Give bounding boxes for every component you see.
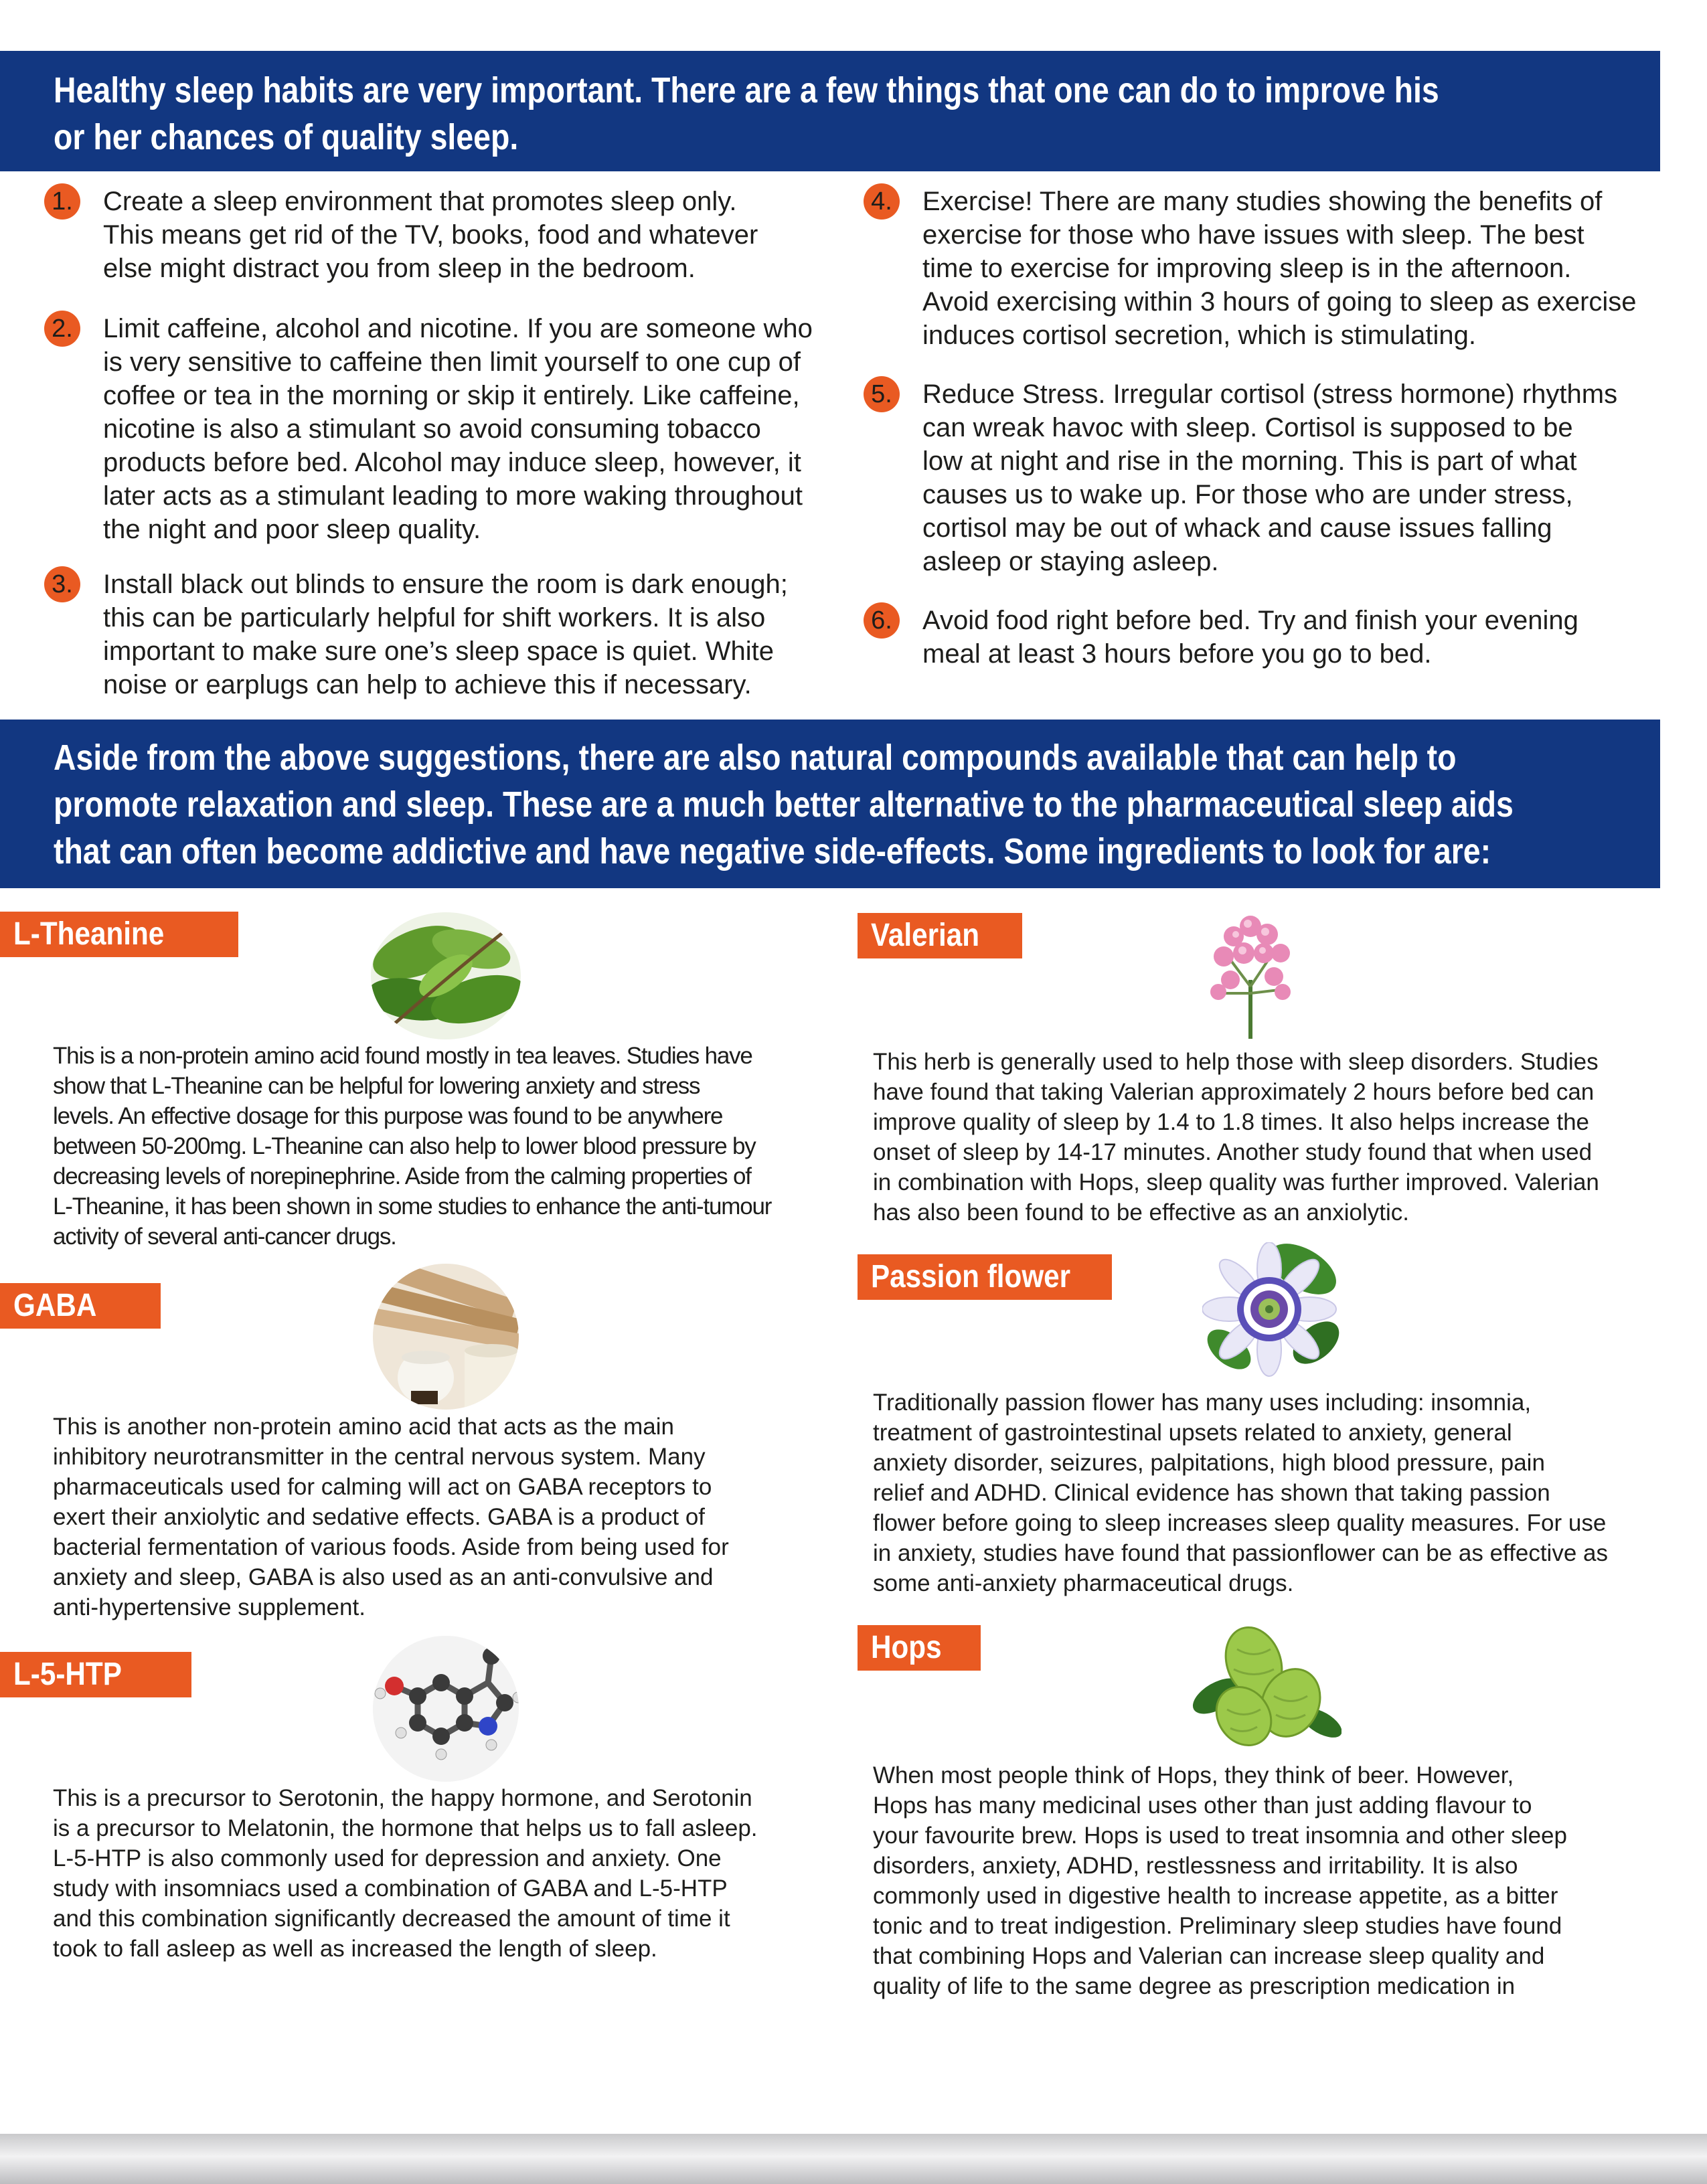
herb-name: L-Theanine xyxy=(13,916,165,952)
herb-line: activity of several anti-cancer drugs. xyxy=(53,1224,396,1250)
herb-line: your favourite brew. Hops is used to treat insomnia and other sleep xyxy=(873,1823,1567,1849)
tip-line: noise or earplugs can help to achieve this if necessary. xyxy=(103,670,752,699)
tip-line: coffee or tea in the morning or skip it entirely. Like caffeine, xyxy=(103,381,800,410)
tip-line: this can be particularly helpful for shift workers. It is also xyxy=(103,603,766,633)
herb-line: L-Theanine, it has been shown in some studies to enhance the anti-tumour xyxy=(53,1193,772,1220)
herb-line: anti-hypertensive supplement. xyxy=(53,1594,365,1620)
herb-line: study with insomniacs used a combination of GABA and L-5-HTP xyxy=(53,1875,728,1902)
tip-line: meal at least 3 hours before you go to bed. xyxy=(922,639,1432,669)
herb-line: When most people think of Hops, they think of beer. However, xyxy=(873,1762,1514,1788)
tip-line: Avoid food right before bed. Try and finish your evening xyxy=(922,606,1578,635)
tip-number-badge: 3. xyxy=(44,566,80,602)
herb-label-l-theanine xyxy=(0,912,238,957)
compounds-banner-line: Aside from the above suggestions, there are also natural compounds available that can help to xyxy=(54,738,1457,778)
herb-line: L-5-HTP is also commonly used for depression and anxiety. One xyxy=(53,1845,722,1871)
intro-banner xyxy=(0,51,1660,171)
tip-line: exercise for those who have issues with sleep. The best xyxy=(922,220,1584,250)
herb-label-valerian xyxy=(858,913,1022,958)
tip-1 xyxy=(52,185,839,285)
compounds-banner-line: that can often become addictive and have negative side-effects. Some ingredients to look for are: xyxy=(54,831,1491,871)
herb-line: This herb is generally used to help those with sleep disorders. Studies xyxy=(873,1049,1599,1075)
tip-line: Exercise! There are many studies showing the benefits of xyxy=(922,187,1603,216)
herb-line: have found that taking Valerian approximately 2 hours before bed can xyxy=(873,1079,1595,1105)
herb-label-l-5-htp xyxy=(0,1652,191,1697)
tip-line: low at night and rise in the morning. This is part of what xyxy=(922,446,1577,476)
tip-line: can wreak havoc with sleep. Cortisol is supposed to be xyxy=(922,413,1573,442)
herb-line: disorders, anxiety, ADHD, restlessness and irritability. It is also xyxy=(873,1853,1518,1879)
herb-line: relief and ADHD. Clinical evidence has shown that taking passion xyxy=(873,1480,1550,1506)
intro-banner-line: Healthy sleep habits are very important. There are a few things that one can do to improve his xyxy=(54,70,1439,110)
herb-line: Hops has many medicinal uses other than just adding flavour to xyxy=(873,1792,1532,1819)
herb-line: between 50-200mg. L-Theanine can also help to lower blood pressure by xyxy=(53,1133,756,1159)
tip-number-badge: 2. xyxy=(44,311,80,347)
herb-name: GABA xyxy=(13,1288,97,1323)
tip-line: Avoid exercising within 3 hours of going to sleep as exercise xyxy=(922,287,1637,317)
herb-line: flower before going to sleep increases sleep quality measures. For use xyxy=(873,1510,1607,1536)
tip-number-badge: 5. xyxy=(864,376,900,412)
tip-3 xyxy=(52,568,839,701)
footer-bar xyxy=(0,2134,1707,2184)
herb-line: and this combination significantly decreased the amount of time it xyxy=(53,1906,730,1932)
tip-5 xyxy=(871,377,1686,578)
tip-line: asleep or staying asleep. xyxy=(922,547,1219,576)
herb-line: in combination with Hops, sleep quality was further improved. Valerian xyxy=(873,1169,1599,1195)
passion-flower-image xyxy=(1202,1242,1343,1380)
herb-line: decreasing levels of norepinephrine. Aside from the calming properties of xyxy=(53,1163,751,1189)
tip-line: products before bed. Alcohol may induce sleep, however, it xyxy=(103,448,801,477)
tea-leaves-image xyxy=(371,912,521,1039)
herb-line: Traditionally passion flower has many uses including: insomnia, xyxy=(873,1390,1532,1416)
herb-name: Passion flower xyxy=(871,1259,1071,1294)
tip-line: important to make sure one’s sleep space is quiet. White xyxy=(103,637,774,666)
herb-line: took to fall asleep as well as increased the length of sleep. xyxy=(53,1936,657,1962)
herb-line: bacterial fermentation of various foods. Aside from being used for xyxy=(53,1534,729,1560)
herb-description-l-5-htp xyxy=(53,1783,856,1964)
tip-line: Create a sleep environment that promotes sleep only. xyxy=(103,187,737,216)
herb-name: Valerian xyxy=(871,918,980,953)
tip-line: induces cortisol secretion, which is stimulating. xyxy=(922,321,1477,350)
tip-line: else might distract you from sleep in the bedroom. xyxy=(103,254,696,283)
hops-cones-image xyxy=(1190,1622,1342,1750)
herb-label-hops xyxy=(858,1625,981,1671)
tip-line: causes us to wake up. For those who are under stress, xyxy=(922,480,1573,509)
herb-line: show that L-Theanine can be helpful for lowering anxiety and stress xyxy=(53,1073,700,1099)
herb-line: levels. An effective dosage for this purpose was found to be anywhere xyxy=(53,1103,723,1129)
herb-line: exert their anxiolytic and sedative effects. GABA is a product of xyxy=(53,1504,706,1530)
fermented-foods-image xyxy=(371,1264,521,1410)
herb-line: anxiety and sleep, GABA is also used as an anti-convulsive and xyxy=(53,1564,714,1590)
tip-number-badge: 4. xyxy=(864,183,900,220)
tip-line: the night and poor sleep quality. xyxy=(103,515,481,544)
tip-6 xyxy=(871,604,1686,671)
herb-line: has also been found to be effective as an anxiolytic. xyxy=(873,1199,1410,1226)
tip-line: Reduce Stress. Irregular cortisol (stress hormone) rhythms xyxy=(922,380,1618,409)
herb-description-hops xyxy=(873,1760,1683,2001)
tip-line: time to exercise for improving sleep is in the afternoon. xyxy=(922,254,1572,283)
tip-number-badge: 1. xyxy=(44,183,80,220)
tip-line: Limit caffeine, alcohol and nicotine. If you are someone who xyxy=(103,314,813,343)
herb-line: inhibitory neurotransmitter in the central nervous system. Many xyxy=(53,1444,706,1470)
herb-description-gaba xyxy=(53,1412,856,1622)
molecule-model-image xyxy=(371,1636,521,1782)
herb-line: pharmaceuticals used for calming will act on GABA receptors to xyxy=(53,1474,712,1500)
herb-label-passion-flower xyxy=(858,1254,1112,1300)
herb-line: onset of sleep by 14-17 minutes. Another study found that when used xyxy=(873,1139,1593,1165)
herb-line: that combining Hops and Valerian can increase sleep quality and xyxy=(873,1943,1545,1969)
herb-line: commonly used in digestive health to increase appetite, as a bitter xyxy=(873,1883,1558,1909)
herb-description-valerian xyxy=(873,1047,1683,1228)
tip-line: is very sensitive to caffeine then limit yourself to one cup of xyxy=(103,347,801,377)
valerian-flower-image xyxy=(1204,906,1297,1039)
tip-number-badge: 6. xyxy=(864,602,900,639)
tip-line: nicotine is also a stimulant so avoid consuming tobacco xyxy=(103,414,761,444)
herb-line: This is a precursor to Serotonin, the happy hormone, and Serotonin xyxy=(53,1785,752,1811)
herb-line: This is a non-protein amino acid found mostly in tea leaves. Studies have xyxy=(53,1043,752,1069)
herb-description-passion-flower xyxy=(873,1388,1683,1598)
herb-line: This is another non-protein amino acid that acts as the main xyxy=(53,1414,674,1440)
tip-2 xyxy=(52,312,839,546)
herb-label-gaba xyxy=(0,1283,161,1329)
herb-line: improve quality of sleep by 1.4 to 1.8 times. It also helps increase the xyxy=(873,1109,1590,1135)
herb-line: in anxiety, studies have found that passionflower can be as effective as xyxy=(873,1540,1608,1566)
herb-name: Hops xyxy=(871,1630,942,1665)
herb-line: is a precursor to Melatonin, the hormone that helps us to fall asleep. xyxy=(53,1815,758,1841)
tip-line: Install black out blinds to ensure the room is dark enough; xyxy=(103,570,788,599)
herb-line: anxiety disorder, seizures, palpitations, high blood pressure, pain xyxy=(873,1450,1545,1476)
herb-line: treatment of gastrointestinal upsets related to anxiety, general xyxy=(873,1420,1512,1446)
tip-4 xyxy=(871,185,1686,352)
intro-banner-line: or her chances of quality sleep. xyxy=(54,117,519,157)
tip-line: This means get rid of the TV, books, food and whatever xyxy=(103,220,758,250)
herb-description-l-theanine xyxy=(53,1041,843,1252)
compounds-banner xyxy=(0,720,1660,888)
herb-name: L-5-HTP xyxy=(13,1657,122,1692)
tip-line: cortisol may be out of whack and cause issues falling xyxy=(922,513,1552,543)
tip-line: later acts as a stimulant leading to more waking throughout xyxy=(103,481,803,511)
herb-line: tonic and to treat indigestion. Preliminary sleep studies have found xyxy=(873,1913,1562,1939)
compounds-banner-line: promote relaxation and sleep. These are a much better alternative to the pharmaceutical sleep aids xyxy=(54,784,1514,825)
herb-line: some anti-anxiety pharmaceutical drugs. xyxy=(873,1570,1294,1596)
herb-line: quality of life to the same degree as prescription medication in xyxy=(873,1973,1516,1999)
